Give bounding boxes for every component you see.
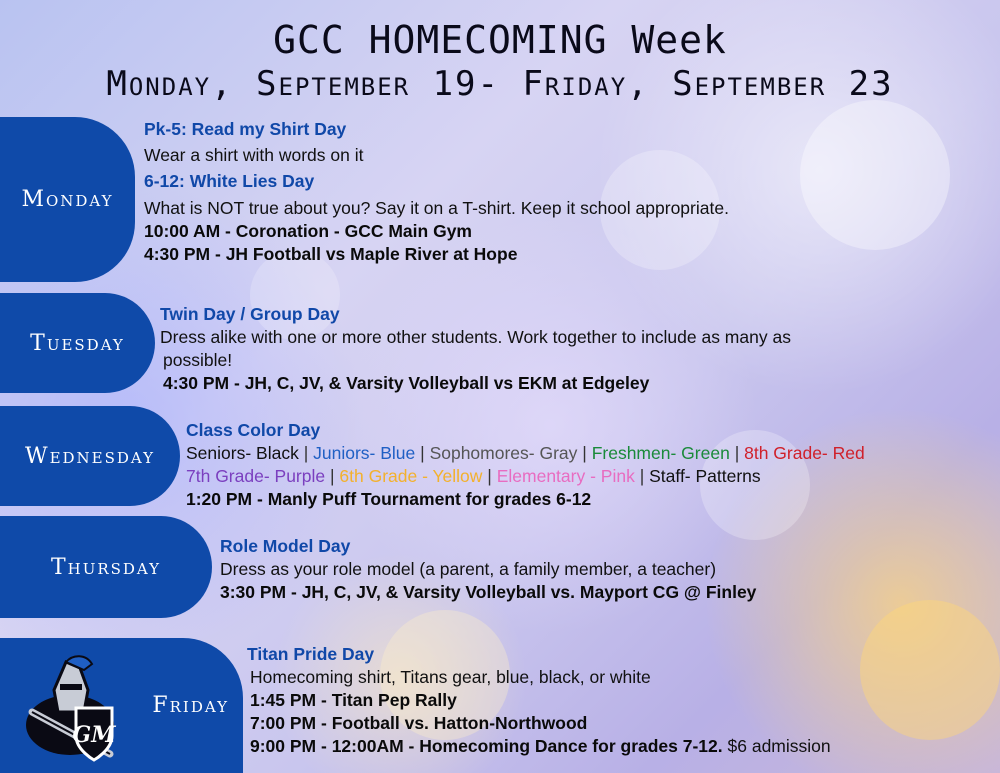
friday-event-pep-rally: 1:45 PM - Titan Pep Rally <box>250 690 457 710</box>
separator: | <box>329 466 335 486</box>
friday-dance-admission: $6 admission <box>722 736 831 756</box>
tuesday-event-volleyball: 4:30 PM - JH, C, JV, & Varsity Volleyball vs EKM at Edgeley <box>163 373 650 393</box>
monday-heading-pk5: Pk-5: Read my Shirt Day <box>144 119 347 139</box>
day-label-tuesday: Tuesday <box>30 330 125 356</box>
thursday-desc: Dress as your role model (a parent, a family member, a teacher) <box>220 559 717 579</box>
wednesday-section <box>186 419 865 511</box>
thursday-heading: Role Model Day <box>220 536 351 556</box>
separator: | <box>420 443 425 463</box>
friday-event-dance: 9:00 PM - 12:00AM - Homecoming Dance for grades 7-12. <box>250 736 723 756</box>
friday-event-dance-line <box>247 735 831 758</box>
tuesday-desc-line2: possible! <box>163 350 233 370</box>
day-tab-monday <box>0 117 135 282</box>
monday-section <box>144 118 729 266</box>
wednesday-colors-row2 <box>186 465 865 488</box>
titan-knight-logo-icon <box>18 650 128 765</box>
page-title: GCC HOMECOMING Week <box>273 18 727 62</box>
color-juniors: Juniors- Blue <box>313 443 416 463</box>
wednesday-colors-row1 <box>186 442 865 465</box>
monday-event-football: 4:30 PM - JH Football vs Maple River at Hope <box>144 244 518 264</box>
bokeh-light <box>800 100 950 250</box>
color-seniors: Seniors- Black <box>186 443 299 463</box>
color-8th-grade: 8th Grade- Red <box>744 443 865 463</box>
friday-event-football: 7:00 PM - Football vs. Hatton-Northwood <box>250 713 588 733</box>
separator: | <box>734 443 740 463</box>
day-tab-thursday <box>0 516 212 618</box>
separator: | <box>639 466 645 486</box>
color-6th-grade: 6th Grade - Yellow <box>339 466 483 486</box>
friday-desc: Homecoming shirt, Titans gear, blue, black, or white <box>250 667 651 687</box>
tuesday-section <box>160 303 791 395</box>
color-staff: Staff- Patterns <box>649 466 761 486</box>
tuesday-heading: Twin Day / Group Day <box>160 304 340 324</box>
day-label-monday: Monday <box>21 187 114 212</box>
separator: | <box>303 443 309 463</box>
thursday-event-volleyball: 3:30 PM - JH, C, JV, & Varsity Volleyball vs. Mayport CG @ Finley <box>220 582 757 602</box>
day-tab-tuesday <box>0 293 155 393</box>
friday-section <box>247 643 831 758</box>
separator: | <box>487 466 492 486</box>
logo-letters: GM <box>72 722 116 748</box>
friday-heading: Titan Pride Day <box>247 644 375 664</box>
monday-desc-612: What is NOT true about you? Say it on a T-shirt. Keep it school appropriate. <box>144 198 729 218</box>
thursday-section <box>220 535 756 604</box>
day-label-thursday: Thursday <box>50 554 162 580</box>
day-label-wednesday: Wednesday <box>24 443 156 469</box>
monday-heading-612: 6-12: White Lies Day <box>144 171 315 191</box>
color-elementary: Elementary - Pink <box>496 466 635 486</box>
color-sophomores: Sophomores- Gray <box>429 443 578 463</box>
separator: | <box>582 443 587 463</box>
monday-event-coronation: 10:00 AM - Coronation - GCC Main Gym <box>144 221 472 241</box>
tuesday-desc-line1: Dress alike with one or more other students. Work together to include as many as <box>160 327 791 347</box>
color-7th-grade: 7th Grade- Purple <box>186 466 326 486</box>
page-subtitle-dates: Monday, September 19- Friday, September 23 <box>106 64 894 104</box>
day-label-friday: Friday <box>152 693 229 718</box>
color-freshmen: Freshmen- Green <box>591 443 730 463</box>
bokeh-light <box>860 600 1000 740</box>
wednesday-event-tournament: 1:20 PM - Manly Puff Tournament for grades 6-12 <box>186 489 592 509</box>
monday-desc-pk5: Wear a shirt with words on it <box>144 145 364 165</box>
wednesday-heading: Class Color Day <box>186 420 321 440</box>
day-tab-wednesday <box>0 406 180 506</box>
